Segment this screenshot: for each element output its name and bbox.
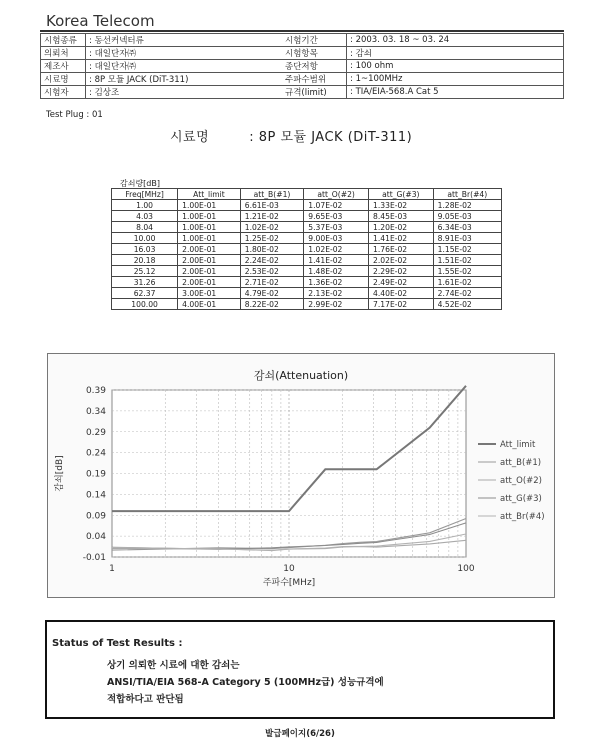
status-line-1: 상기 의뢰한 시료에 대한 감쇠는 [107, 660, 240, 671]
table-row [112, 266, 502, 277]
legend-entry: att_B(#1) [500, 458, 542, 468]
info-cell-v1: : 김상조 [86, 86, 283, 99]
table-cell: 1.80E-02 [240, 244, 304, 255]
table-cell: 4.03 [112, 211, 178, 222]
info-cell-v2: : TIA/EIA-568.A Cat 5 [347, 86, 564, 99]
y-tick-label: -0.01 [82, 553, 106, 563]
table-cell: 1.25E-02 [240, 233, 304, 244]
table-cell: 1.00E-01 [178, 222, 241, 233]
table-cell: 1.41E-02 [369, 233, 434, 244]
table-cell: 1.00 [112, 200, 178, 211]
table-cell: 31.26 [112, 277, 178, 288]
info-cell-v1: : 동선커넥터류 [86, 34, 283, 47]
table-cell: 1.00E-01 [178, 211, 241, 222]
info-cell-v1: : 8P 모듈 JACK (DiT-311) [86, 73, 283, 86]
sample-title-value: : 8P 모듈 JACK (DiT-311) [249, 130, 413, 145]
table-cell: 8.04 [112, 222, 178, 233]
column-header: Freq[MHz] [112, 189, 178, 200]
table-row [112, 233, 502, 244]
table-cell: 2.99E-02 [304, 299, 369, 310]
table-cell: 9.05E-03 [433, 211, 501, 222]
table-cell: 1.21E-02 [240, 211, 304, 222]
page-footer: 발급페이지(6/26) [265, 729, 335, 739]
legend-entry: att_G(#3) [500, 494, 542, 504]
info-cell-k1: 제조사 [41, 60, 86, 73]
table-cell: 10.00 [112, 233, 178, 244]
table-cell: 8.91E-03 [433, 233, 501, 244]
info-cell-v2: : 감쇠 [347, 47, 564, 60]
info-cell-v2: : 2003. 03. 18 ~ 03. 24 [347, 34, 564, 47]
y-tick-label: 0.24 [85, 448, 106, 459]
info-row [41, 34, 564, 47]
column-header: att_O(#2) [304, 189, 369, 200]
table-row [112, 288, 502, 299]
info-cell-k1: 시험자 [41, 86, 86, 99]
table-cell: 1.55E-02 [433, 266, 501, 277]
table-cell: 6.34E-03 [433, 222, 501, 233]
info-cell-k2: 규격(limit) [282, 86, 347, 99]
table-row [112, 211, 502, 222]
y-tick-label: 0.19 [85, 469, 106, 480]
y-tick-label: 0.14 [85, 490, 106, 501]
table-cell: 5.37E-03 [304, 222, 369, 233]
table-cell: 2.00E-01 [178, 244, 241, 255]
info-row [41, 73, 564, 86]
x-tick-label: 1 [109, 564, 115, 574]
table-cell: 4.52E-02 [433, 299, 501, 310]
table-cell: 2.71E-02 [240, 277, 304, 288]
column-header: att_G(#3) [369, 189, 434, 200]
table-cell: 25.12 [112, 266, 178, 277]
table-cell: 1.41E-02 [304, 255, 369, 266]
table-cell: 62.37 [112, 288, 178, 299]
info-cell-v1: : 대일단자㈜ [86, 60, 283, 73]
info-cell-k1: 의뢰처 [41, 47, 86, 60]
table-cell: 20.18 [112, 255, 178, 266]
column-header: att_Br(#4) [433, 189, 501, 200]
table-cell: 100.00 [112, 299, 178, 310]
table-cell: 1.07E-02 [304, 200, 369, 211]
table-cell: 1.15E-02 [433, 244, 501, 255]
table-cell: 9.00E-03 [304, 233, 369, 244]
info-cell-v2: : 100 ohm [347, 60, 564, 73]
table-cell: 2.00E-01 [178, 255, 241, 266]
table-cell: 1.00E-01 [178, 233, 241, 244]
chart-svg [48, 354, 554, 597]
table-cell: 2.53E-02 [240, 266, 304, 277]
table-cell: 2.24E-02 [240, 255, 304, 266]
table-cell: 1.33E-02 [369, 200, 434, 211]
table-row [112, 222, 502, 233]
info-cell-k2: 주파수범위 [282, 73, 347, 86]
table-cell: 1.20E-02 [369, 222, 434, 233]
table-cell: 1.02E-02 [304, 244, 369, 255]
table-cell: 2.00E-01 [178, 266, 241, 277]
table-cell: 1.51E-02 [433, 255, 501, 266]
table-cell: 7.17E-02 [369, 299, 434, 310]
status-box [45, 620, 555, 719]
x-axis-label: 주파수[MHz] [262, 578, 316, 588]
info-cell-v1: : 대일단자㈜ [86, 47, 283, 60]
info-cell-k2: 시험항목 [282, 47, 347, 60]
status-line-2: ANSI/TIA/EIA 568-A Category 5 (100MHz급) 성능규격에 [107, 677, 384, 688]
status-heading: Status of Test Results : [52, 638, 183, 649]
attenuation-chart [47, 353, 555, 598]
table-cell: 2.13E-02 [304, 288, 369, 299]
table-cell: 9.65E-03 [304, 211, 369, 222]
table-cell: 2.00E-01 [178, 277, 241, 288]
table-cell: 4.40E-02 [369, 288, 434, 299]
company-name: Korea Telecom [46, 12, 155, 30]
header-rule [40, 30, 564, 32]
y-tick-label: 0.29 [85, 427, 106, 438]
y-tick-label: 0.39 [85, 386, 106, 396]
x-tick-label: 10 [283, 564, 295, 574]
table-cell: 4.79E-02 [240, 288, 304, 299]
table-cell: 1.28E-02 [433, 200, 501, 211]
attenuation-data-table [111, 188, 502, 310]
y-tick-label: 0.34 [85, 406, 106, 417]
column-header: att_B(#1) [240, 189, 304, 200]
table-cell: 1.76E-02 [369, 244, 434, 255]
table-row [112, 244, 502, 255]
table-row [112, 200, 502, 211]
column-header: Att_limit [178, 189, 241, 200]
info-cell-v2: : 1~100MHz [347, 73, 564, 86]
table-cell: 6.61E-03 [240, 200, 304, 211]
table-row [112, 255, 502, 266]
legend-entry: Att_limit [500, 440, 536, 450]
test-info-table [40, 33, 564, 99]
info-cell-k2: 시험기간 [282, 34, 347, 47]
info-cell-k1: 시험종류 [41, 34, 86, 47]
table-cell: 1.48E-02 [304, 266, 369, 277]
y-tick-label: 0.09 [85, 511, 106, 522]
table-cell: 8.22E-02 [240, 299, 304, 310]
table-cell: 2.74E-02 [433, 288, 501, 299]
x-tick-label: 100 [457, 564, 475, 574]
table-cell: 1.36E-02 [304, 277, 369, 288]
table-cell: 1.02E-02 [240, 222, 304, 233]
table-cell: 8.45E-03 [369, 211, 434, 222]
chart-title: 감쇠(Attenuation) [253, 369, 349, 382]
table-row [112, 299, 502, 310]
table-unit-label: 감쇠량[dB] [120, 179, 160, 188]
legend-entry: att_Br(#4) [500, 512, 545, 522]
y-tick-label: 0.04 [85, 532, 106, 543]
sample-title [170, 126, 412, 145]
info-row [41, 86, 564, 99]
table-cell: 3.00E-01 [178, 288, 241, 299]
table-cell: 2.49E-02 [369, 277, 434, 288]
table-row [112, 277, 502, 288]
table-cell: 2.29E-02 [369, 266, 434, 277]
table-cell: 1.61E-02 [433, 277, 501, 288]
table-cell: 16.03 [112, 244, 178, 255]
sample-title-label: 시료명 [170, 130, 210, 145]
y-axis-label: 감쇠[dB] [55, 455, 65, 492]
test-plug-label: Test Plug : 01 [46, 110, 103, 120]
info-row [41, 60, 564, 73]
table-cell: 1.00E-01 [178, 200, 241, 211]
status-line-3: 적합하다고 판단됨 [107, 694, 184, 705]
info-row [41, 47, 564, 60]
legend-entry: att_O(#2) [500, 476, 542, 486]
info-cell-k2: 종단저항 [282, 60, 347, 73]
info-cell-k1: 시료명 [41, 73, 86, 86]
table-cell: 2.02E-02 [369, 255, 434, 266]
table-cell: 4.00E-01 [178, 299, 241, 310]
